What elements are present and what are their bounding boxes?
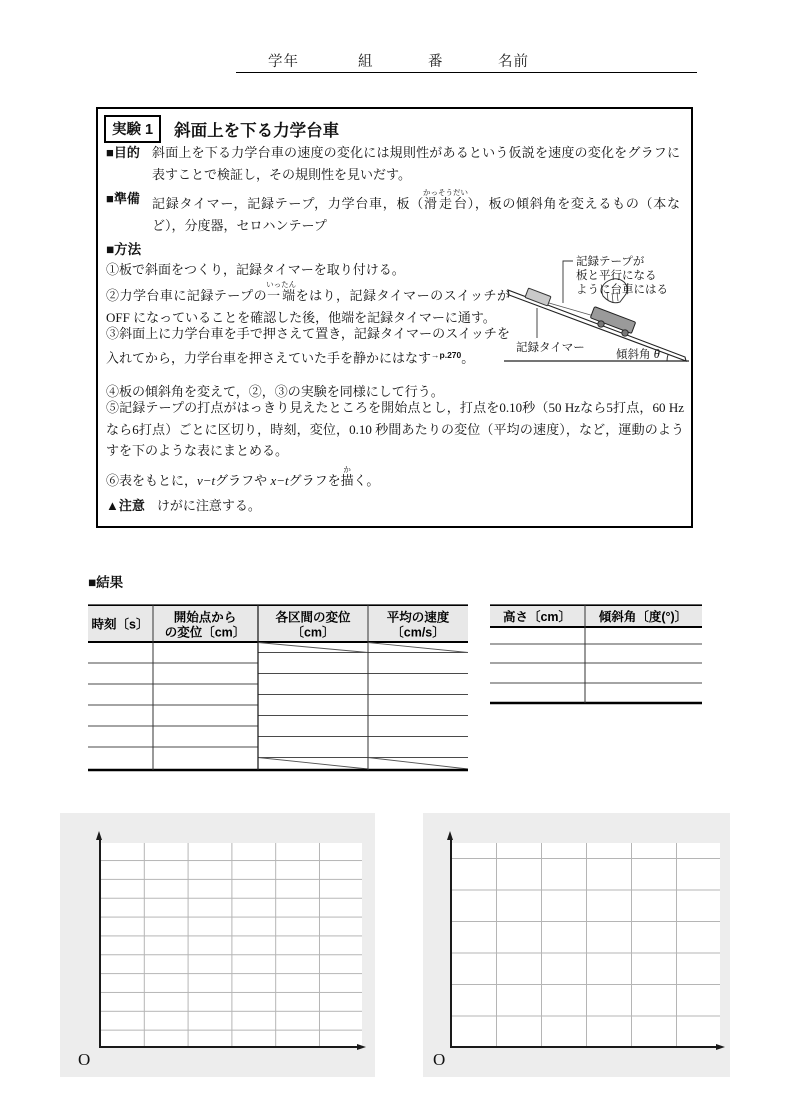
step2-text-1: ②力学台車に記録テープの [106, 288, 268, 303]
method-step-3 [106, 323, 510, 369]
method-step-6 [106, 465, 676, 492]
table1-diagonal [258, 643, 368, 653]
number-label: 番 [428, 54, 444, 70]
prep-text-1: 記録タイマー，記録テープ，力学台車，板（ [152, 196, 424, 211]
page-reference: →p.270 [431, 349, 462, 360]
angle-arc [667, 354, 668, 361]
angle-label-text: 傾斜角 [616, 349, 654, 361]
table1-diagonal [368, 643, 468, 653]
experiment-title: 斜面上を下る力学台車 [174, 122, 340, 140]
grade-label: 学年 [268, 54, 299, 70]
purpose-label: ■目的 [106, 145, 140, 160]
preparation-section [106, 188, 680, 237]
caution-text: けがに注意する。 [156, 498, 261, 513]
step3-period: 。 [461, 350, 475, 365]
x-axis-left [99, 1046, 361, 1048]
height-angle-table [490, 604, 702, 705]
tape-label-line2: 板と平行になる [576, 270, 657, 282]
step6-text-2: グラフや [215, 473, 271, 488]
table1-header-displacement-1: 開始点から [173, 610, 237, 625]
step2-ruby-base: 一端 [266, 288, 297, 303]
preparation-text [152, 188, 680, 237]
table1-header-displacement-2: の変位〔cm〕 [164, 625, 246, 640]
step3-text: ③斜面上に力学台車を手で押さえて置き，記録タイマーのスイッチを入れてから，力学台車を押さえていた手を静かにはなす [106, 326, 510, 365]
table1-diagonal [258, 758, 368, 770]
class-label: 組 [358, 54, 374, 70]
tape-label-line1: 記録テープが [576, 256, 645, 268]
table2-header-angle: 傾斜角〔度(°)〕 [598, 610, 688, 624]
xt-graph-symbol: x−t [270, 473, 289, 488]
y-axis-left [99, 839, 101, 1048]
step6-text-1: ⑥表をもとに， [106, 473, 198, 488]
measurement-table [88, 604, 468, 772]
table1-header-time: 時刻〔s〕 [91, 617, 149, 632]
x-axis-arrow-right [716, 1044, 725, 1050]
step2-text-2: をはり，記録タイマーのスイッチが OFF になっていることを確認した後，他端を記録タイマーに通す。 [106, 288, 510, 325]
step6-ruby [340, 465, 354, 488]
origin-label-left: O [78, 1050, 91, 1069]
origin-label-right: O [433, 1050, 446, 1069]
tape-label-line3: ように台車にはる [576, 284, 668, 296]
step6-text-4: く。 [353, 473, 380, 488]
prep-text-2: ），板の傾斜角を変えるもの（本など），分度器，セロハンテープ [152, 196, 680, 233]
preparation-label: ■準備 [106, 191, 140, 206]
x-axis-arrow-left [357, 1044, 366, 1050]
method-step-1: ①板で斜面をつくり，記録タイマーを取り付ける。 [106, 262, 405, 277]
step2-ruby [266, 280, 297, 303]
table2-header-height: 高さ〔cm〕 [502, 610, 572, 624]
y-axis-arrow-right [447, 831, 453, 840]
purpose-text: 斜面上を下る力学台車の速度の変化には規則性があるという仮説を速度の変化をグラフに表すことで検証し，その規則性を見いだす。 [152, 145, 680, 182]
caution-section [106, 495, 261, 514]
purpose-section [106, 142, 680, 186]
y-axis-right [450, 839, 452, 1048]
step6-ruby-furigana: か [340, 465, 354, 474]
experiment-title-row [104, 115, 339, 143]
graph-grid-left [100, 843, 362, 1048]
table1-header-interval-1: 各区間の変位 [275, 610, 351, 625]
y-axis-arrow-left [96, 831, 102, 840]
method-step-4: ④板の傾斜角を変えて，②，③の実験を同様にして行う。 [106, 384, 444, 399]
graph-panel-right [423, 813, 730, 1077]
method-step-2 [106, 280, 510, 328]
method-label: ■方法 [106, 242, 142, 257]
prep-ruby-base: 滑走台 [422, 196, 468, 211]
table1-header-speed-1: 平均の速度 [386, 610, 450, 625]
results-label: ■結果 [88, 575, 124, 590]
name-header-line [236, 50, 697, 73]
prep-ruby-furigana: かっそうだい [422, 188, 468, 197]
table1-header-interval-2: 〔cm〕 [291, 625, 335, 640]
step2-ruby-furigana: いったん [266, 280, 297, 289]
timer-label: 記録タイマー [516, 342, 585, 354]
graph-grid-right [451, 843, 720, 1048]
prep-ruby [422, 188, 468, 211]
incline-diagram [504, 254, 690, 374]
experiment-box [96, 107, 693, 528]
x-axis-right [450, 1046, 720, 1048]
step6-text-3: グラフを [288, 473, 341, 488]
name-label: 名前 [498, 54, 529, 70]
table1-diagonal [368, 758, 468, 770]
angle-label [616, 347, 660, 361]
step6-ruby-base: 描 [340, 473, 354, 488]
experiment-badge: 実験 1 [104, 115, 161, 143]
theta-symbol: θ [653, 347, 660, 361]
table1-header-speed-2: 〔cm/s〕 [391, 625, 445, 640]
method-step-5: ⑤記録テープの打点がはっきり見えたところを開始点とし，打点を0.10秒（50 Hzなら5打点，60 Hzなら6打点）ごとに区切り，時刻，変位，0.10 秒間あたりの変位（平均の速度），など，運動のようすを下のような表にまとめる。 [106, 400, 684, 458]
tape-label-leader [563, 261, 573, 303]
cart-wheel-front [598, 321, 604, 327]
vt-graph-symbol: v−t [197, 473, 216, 488]
cart-wheel-rear [622, 330, 628, 336]
graph-panel-left [60, 813, 375, 1077]
caution-label: ▲注意 [106, 498, 145, 513]
